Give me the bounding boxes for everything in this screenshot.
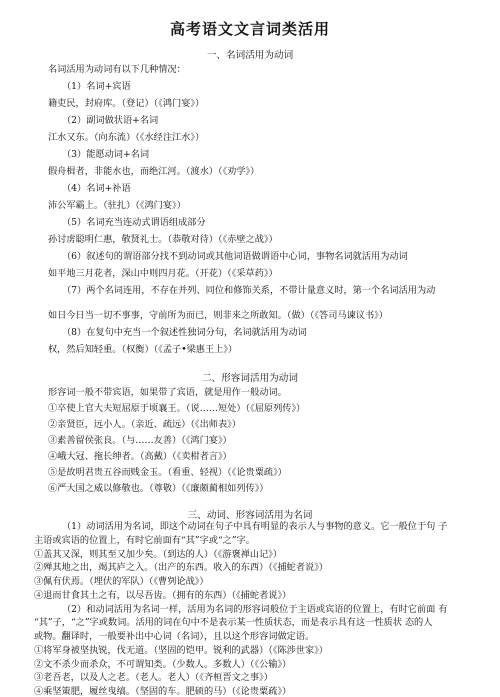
text-line: 沛公军霸上。（驻扎）（《鸿门宴》） [48, 200, 186, 211]
text-line: ①卒使上官大夫短屈原于顷襄王。（说……短处）（《屈原列传》） [48, 403, 306, 414]
text-line: 形容词一般不带宾语，如果带了宾语，就是用作一般动词。 [48, 387, 287, 398]
text-line: （3）能愿动词+名词 [62, 149, 150, 160]
text-line: ④峨大冠、拖长绅者。（高戴）（《卖柑者言》） [48, 451, 232, 462]
text-line: 权，然后知轻重。（权衡）（《孟子•梁惠王上》） [48, 344, 238, 355]
text-line: （2）和动词活用为名词一样，活用为名词的形容词般位于主语或宾语的位置上，有时它前面 有 [62, 603, 448, 615]
text-line: （2）副词做状语+名词 [62, 115, 159, 126]
section-heading-2: 二、形容词活用为动词 [202, 373, 298, 384]
text-line: ④乘坚策肥，履丝曳缟。（坚固的车。肥硕的马）（《论贵粟疏》） [34, 686, 292, 697]
text-line: ①将军身被坚执锐，伐无道。（坚固的铠甲。锐利的武器）（《陈涉世家》） [34, 644, 328, 656]
section-heading-1: 一、名词活用为动词 [206, 50, 294, 61]
text-line: 假舟楫者，非能水也，而绝江河。（渡水）（《劝学》） [48, 166, 260, 177]
text-line: 江水又东。（向东流）（《水经注江水》） [48, 132, 205, 143]
text-line: ①盖其又深，则其至又加少矣。（到达的人）（《游褒禅山记》） [34, 548, 283, 560]
text-line: ③佩有伏焉。（埋伏的军队）（《曹刿论战》） [34, 576, 209, 587]
text-line: （1）名词+宾语 [62, 81, 131, 92]
text-line: （1）动词活用为名词，即这个动词在句子中具有明显的表示人与事物的意义。它一般位于句 子 [62, 521, 448, 532]
text-line: （4）名词+补语 [62, 183, 131, 194]
section-heading-3: 三、动词、形容词活用为名词 [187, 510, 313, 521]
text-line: （7）两个名词连用，不存在并列、同位和修饰关系，不带计量意义时，第一个名词活用为动 [62, 285, 436, 296]
text-line: （6）叙述句的谓语部分找不到动词或其他词语做谓语中心词，事物名词就活用为动词 [62, 251, 408, 262]
text-line: 籍吏民，封府库。（登记）（《鸿门宴》） [48, 98, 205, 109]
text-line: ③素善留侯张良。（与……友善）（《鸿门宴》） [48, 435, 232, 446]
text-line: （8）在复句中充当一个叙述性独词分句，名词就活用为动词 [62, 327, 307, 338]
text-line: ③老吾老，以及人之老。（老人。老人）（《齐桓晋文之事》） [34, 672, 273, 684]
text-line: 名词活用为动词有以下几种情况： [48, 64, 186, 75]
page-title: 高考语文文言词类活用 [169, 20, 330, 38]
text-line: 或物。翻译时，一般要补出中心词（名词），且以这个形容词做定语。 [34, 631, 315, 642]
text-line: ⑤是故明君贵五谷而贱金玉。（看重、轻视）（《论贵粟疏》） [48, 467, 287, 478]
text-line: （5）名词充当连动式谓语组成部分 [62, 217, 206, 228]
text-line: 孙讨虏聪明仁惠，敬贤礼士。（恭敬对待）（《赤壁之战》） [48, 234, 278, 245]
text-line: 如平地三月花者，深山中则四月花。（开花）（《采草药》） [48, 268, 278, 279]
text-line: 主语或宾语的位置上，有时它前面有“其”字或“之”字。 [34, 534, 255, 546]
text-line: 如日今日当一切不事事，守前所为而已，则非来之所敢知。（做）（《答司马谏议书》） [48, 310, 388, 321]
text-line: ②殚其地之出，竭其庐之入。（出产的东西。收入的东西）（《捕蛇者说》） [34, 562, 328, 574]
text-line: ④退而甘食其土之有，以尽吾齿。（拥有的东西）（《捕蛇者说》） [34, 589, 292, 601]
text-line: ②亲贤臣，远小人。（亲近、疏远）（《出师表》） [48, 419, 241, 430]
text-line: ⑥严大国之威以修敬也。（尊敬）（《廉颇蔺相如列传》） [48, 483, 269, 494]
text-line: “其”子，“之”字或数词。活用的词在句中不是表示某一性质状态，而是表示具有这一性质状 态的人 [34, 617, 433, 629]
text-line: ②文不杀少而杀众，不可谓知类。（少数人。多数人）（《公输》） [34, 658, 292, 670]
